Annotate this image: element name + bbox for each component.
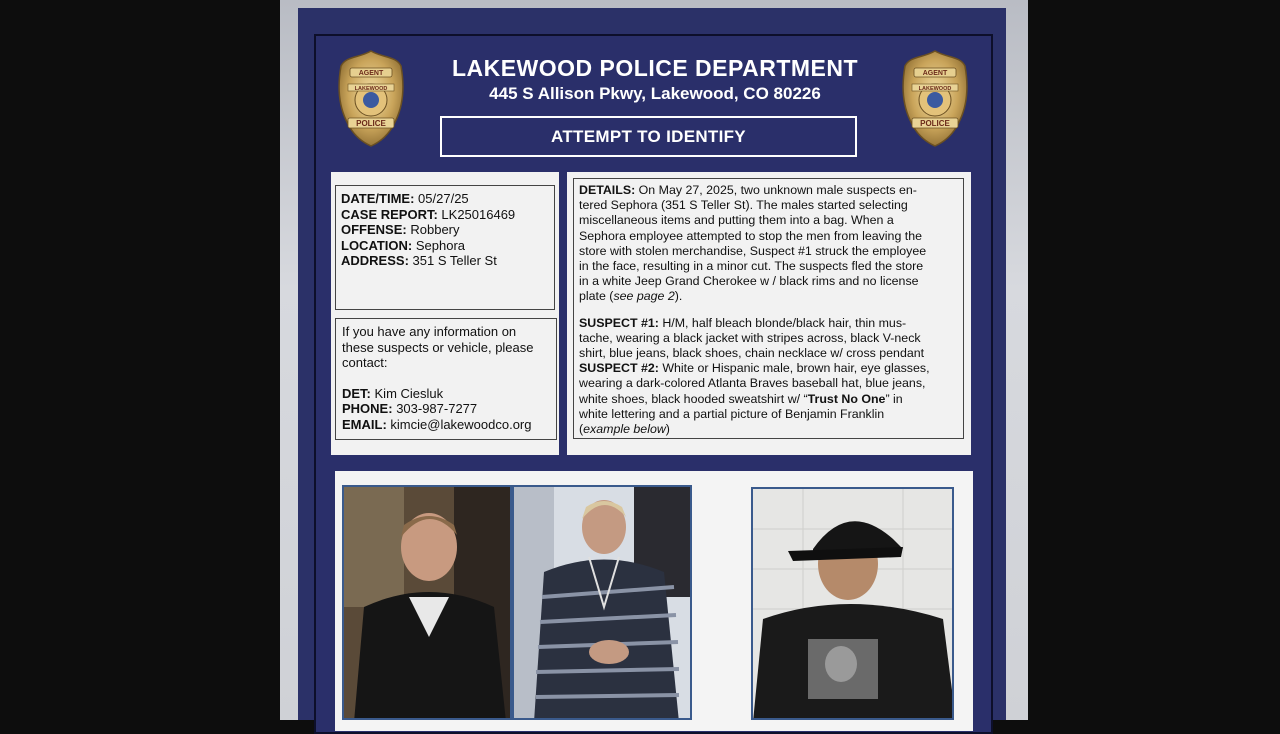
suspect-1-photo-b [512, 485, 692, 720]
svg-text:POLICE: POLICE [920, 119, 950, 128]
attempt-to-identify-banner: ATTEMPT TO IDENTIFY [440, 116, 857, 157]
suspect-2-description: SUSPECT #2: White or Hispanic male, brown hair, eye glasses, [579, 361, 930, 376]
detective-name: Kim Ciesluk [374, 385, 444, 401]
contact-phone: 303-987-7277 [396, 401, 478, 416]
case-address-value: 351 S Teller St [412, 253, 497, 268]
svg-text:LAKEWOOD: LAKEWOOD [354, 86, 388, 92]
suspect-1-photo-a [342, 485, 512, 720]
svg-text:LAKEWOOD: LAKEWOOD [918, 86, 952, 92]
police-badge-icon [902, 48, 968, 148]
phone-row: PHONE: 303-987-7277 [342, 401, 478, 416]
suspect-2-photo [751, 487, 954, 720]
svg-text:AGENT: AGENT [922, 70, 948, 77]
case-info-box [335, 185, 555, 310]
svg-text:AGENT: AGENT [358, 70, 384, 77]
case-address-row: ADDRESS: 351 S Teller St [341, 253, 497, 268]
case-offense-row: OFFENSE: Robbery [341, 222, 460, 237]
case-report-value: LK25016469 [441, 206, 516, 222]
case-date-value: 05/27/25 [418, 191, 469, 206]
case-location-value: Sephora [415, 237, 466, 253]
details-box: DETAILS: On May 27, 2025, two unknown male suspects en- tered Sephora (351 S Teller St). The males started selecting miscellaneous items and putting them into a bag. When a Sephora employee attempted to stop the men from leaving the store with stolen merchandise, Suspect #1 struck the employee in the face, resulting in a minor cut. The suspects fled the store in a white Jeep Grand Cherokee w / black rims and no license plate (see page 2). SUSPECT #1: H/M, half bleach blonde/black hair, thin mus- tache, wearing a black jacket with stripes across, black V-neck shirt, blue jeans, black shoes, chain necklace w/ cross pendant SUSPECT #2: White or Hispanic male, brown hair, eye glasses, wearing a dark-colored Atlanta Braves baseball hat, blue jeans, white shoes, black hooded sweatshirt w/ “Trust No One” in white lettering and a partial picture of Benjamin Franklin (example below) [573, 178, 964, 439]
department-address: 445 S Allison Pkwy, Lakewood, CO 80226 [489, 84, 821, 103]
case-report-row: CASE REPORT: LK25016469 [341, 206, 516, 222]
case-offense-value: Robbery [410, 222, 460, 237]
suspect-1-description: SUSPECT #1: H/M, half bleach blonde/black hair, thin mus- [579, 315, 907, 330]
police-badge-icon [338, 48, 404, 148]
contact-email: kimcie@lakewoodco.org [390, 416, 532, 432]
case-date-row: DATE/TIME: 05/27/25 [341, 191, 469, 206]
department-title: LAKEWOOD POLICE DEPARTMENT [451, 55, 859, 81]
contact-info-box: If you have any information on these suspects or vehicle, please contact: DET: Kim Ciesluk PHONE: 303-987-7277 EMAIL: kimcie@lakewoodco.org [335, 318, 557, 440]
case-location-row: LOCATION: Sephora [341, 237, 466, 253]
svg-text:POLICE: POLICE [356, 119, 386, 128]
detective-row: DET: Kim Ciesluk [342, 385, 444, 401]
email-row: EMAIL: kimcie@lakewoodco.org [342, 416, 532, 432]
